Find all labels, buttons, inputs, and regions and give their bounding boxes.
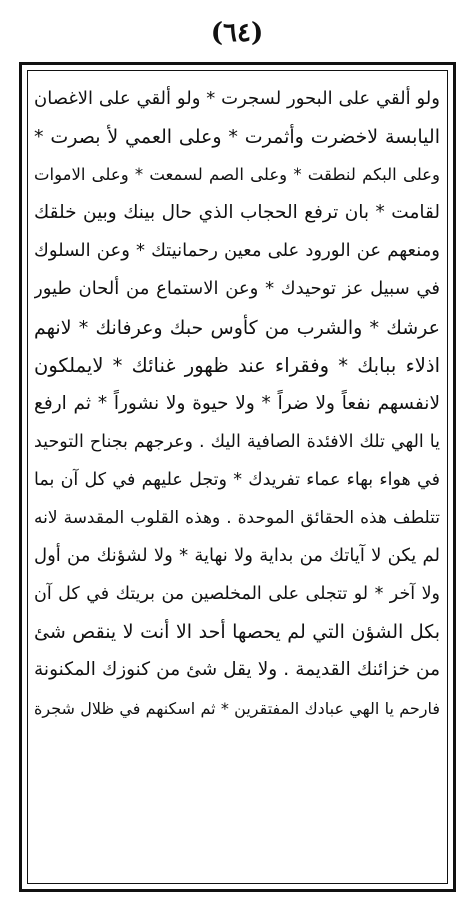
text-line: من خزائنك القديمة . ولا يقل شئ من كنوزك المكنونة	[34, 659, 440, 681]
text-line: في هواء بهاء عماء تفريدك * وتجل عليهم في كل آن بما	[34, 469, 440, 490]
page-number: (٦٤)	[210, 18, 264, 48]
text-line: لم يكن لا آياتك من بداية ولا نهاية * ولا لشؤنك من أول	[34, 545, 440, 567]
text-body	[34, 80, 440, 880]
text-line: بكل الشؤن التي لم يحصها أحد الا أنت لا ينقص شئ	[34, 621, 440, 644]
text-line: ولا آخر * لو تتجلى على المخلصين من بريتك في كل آن	[34, 584, 440, 605]
text-line: عرشك * والشرب من كأوس حبك وعرفانك * لانهم	[34, 316, 440, 339]
text-line: لانفسهم نفعاً ولا ضراً * ولا حيوة ولا نشوراً * ثم ارفع	[34, 392, 440, 414]
text-line: تتلطف هذه الحقائق الموحدة . وهذه القلوب المقدسة لانه	[34, 508, 440, 529]
text-line: ومنعهم عن الورود على معين رحمانيتك * وعن السلوك	[34, 240, 440, 262]
text-line: ولو ألقي على البحور لسجرت * ولو ألقي على الاغصان	[34, 88, 440, 109]
text-line: لقامت * بان ترفع الحجاب الذي حال بينك وبين خلقك	[34, 202, 440, 224]
text-line: اليابسة لاخضرت وأثمرت * وعلى العمي لأ بصرت *	[34, 126, 440, 149]
text-line: يا الهي تلك الافئدة الصافية اليك . وعرجهم بجناح التوحيد	[34, 431, 440, 452]
text-line: اذلاء ببابك * وفقراء عند ظهور غنائك * لايملكون	[34, 353, 440, 377]
text-line: في سبيل عز توحيدك * وعن الاستماع من ألحان طيور	[34, 278, 440, 300]
text-line: فارحم يا الهي عبادك المفتقرين * ثم اسكنهم في ظلال شجرة	[34, 698, 440, 718]
text-line: وعلى البكم لنطقت * وعلى الصم لسمعت * وعلى الاموات	[34, 165, 440, 185]
